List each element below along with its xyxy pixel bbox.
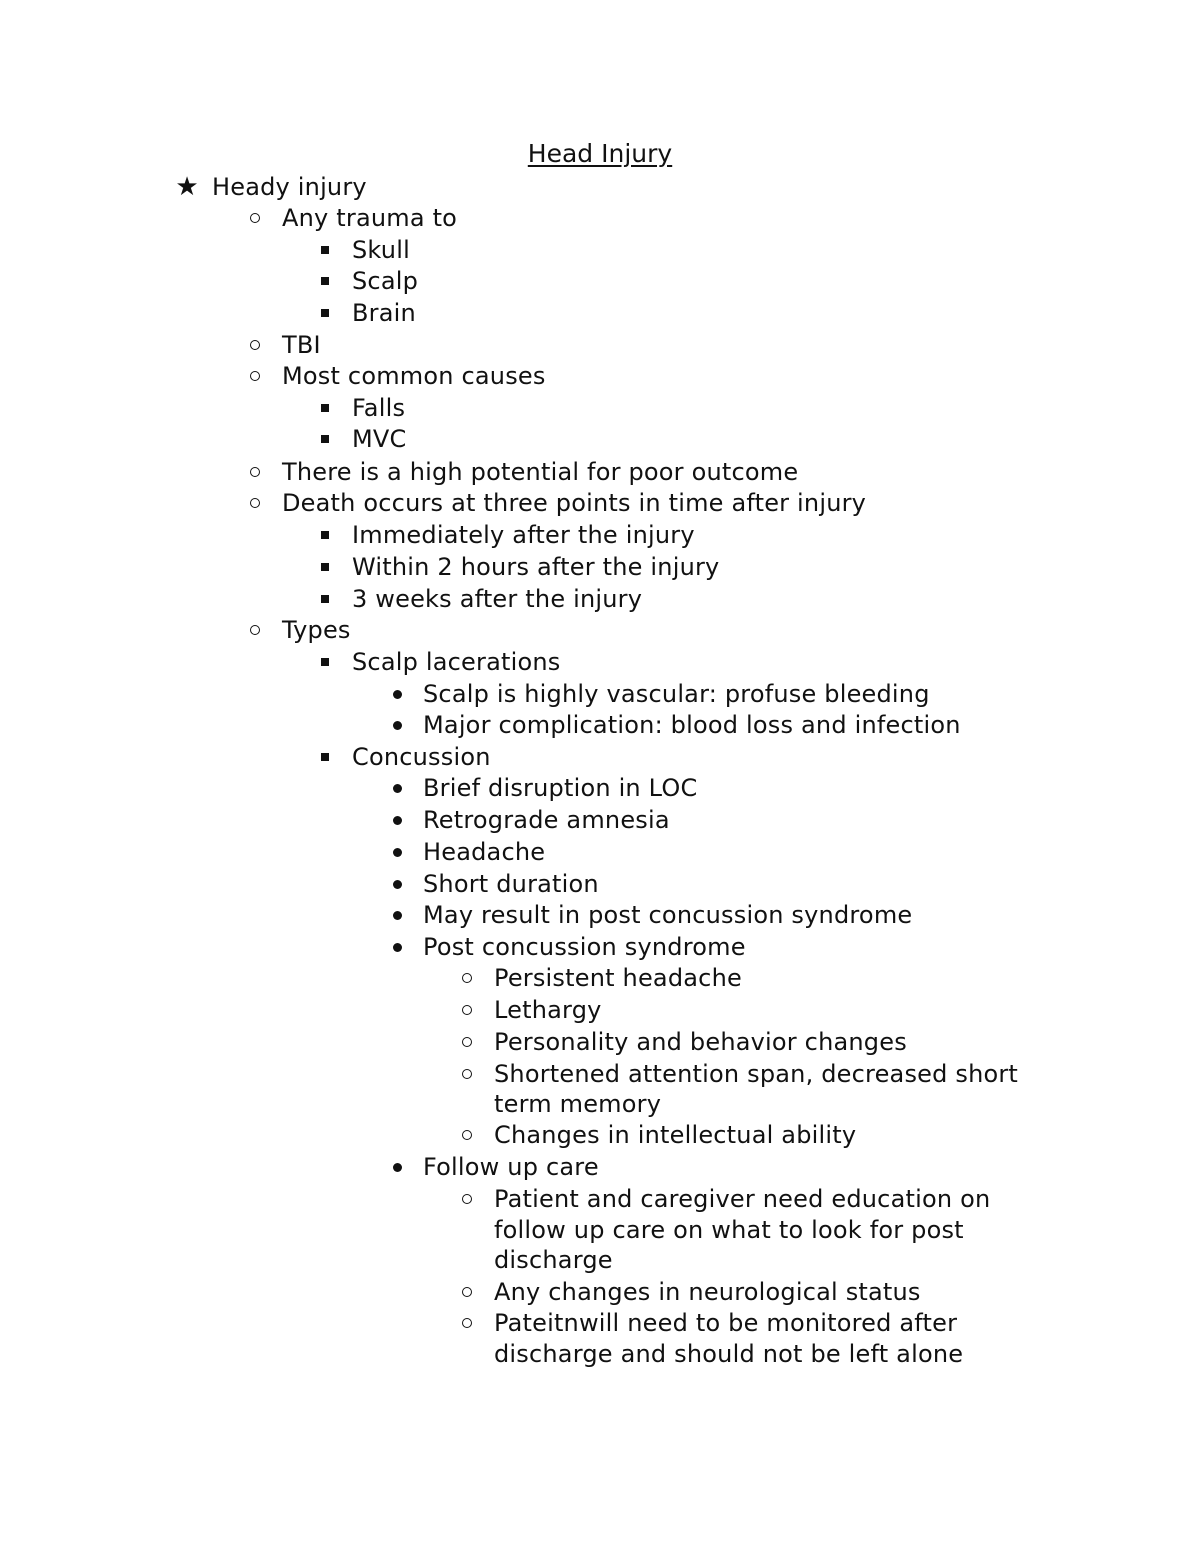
list-item-text: Types — [282, 616, 351, 644]
list-item-text: Follow up care — [423, 1153, 599, 1181]
list-item-text: term memory — [494, 1090, 662, 1118]
list-item-text: Concussion — [352, 743, 491, 771]
filled-square-icon — [313, 234, 337, 266]
list-item-text: Death occurs at three points in time after injury — [282, 489, 867, 517]
filled-square-icon — [313, 519, 337, 551]
list-item-text: Shortened attention span, decreased short — [494, 1060, 1019, 1088]
hollow-circle-icon — [455, 1119, 479, 1151]
hollow-circle-icon — [243, 487, 267, 519]
hollow-circle-icon — [455, 1307, 479, 1339]
list-item-text: 3 weeks after the injury — [352, 585, 643, 613]
list-item-text: Personality and behavior changes — [494, 1028, 907, 1056]
filled-disc-icon — [385, 709, 409, 741]
hollow-circle-icon — [243, 614, 267, 646]
hollow-circle-icon — [243, 360, 267, 392]
filled-square-icon — [313, 646, 337, 678]
list-item-text: MVC — [352, 425, 407, 453]
list-item-text: TBI — [282, 331, 321, 359]
list-item-text: Scalp is highly vascular: profuse bleeding — [423, 680, 930, 708]
list-item-text: Scalp lacerations — [352, 648, 561, 676]
filled-square-icon — [313, 423, 337, 455]
list-item-text: Within 2 hours after the injury — [352, 553, 720, 581]
list-item-text: Skull — [352, 236, 410, 264]
filled-disc-icon — [385, 868, 409, 900]
hollow-circle-icon — [455, 962, 479, 994]
list-item-text: Scalp — [352, 267, 419, 295]
list-item-text: Short duration — [423, 870, 599, 898]
filled-disc-icon — [385, 772, 409, 804]
filled-square-icon — [313, 392, 337, 424]
filled-square-icon — [313, 741, 337, 773]
filled-disc-icon — [385, 836, 409, 868]
list-item-text: discharge and should not be left alone — [494, 1340, 964, 1368]
list-item-text: Major complication: blood loss and infection — [423, 711, 961, 739]
filled-disc-icon — [385, 804, 409, 836]
hollow-circle-icon — [243, 456, 267, 488]
filled-disc-icon — [385, 931, 409, 963]
filled-disc-icon — [385, 678, 409, 710]
list-item-text: Retrograde amnesia — [423, 806, 670, 834]
list-item-text: Lethargy — [494, 996, 602, 1024]
hollow-circle-icon — [455, 994, 479, 1026]
list-item-text: Falls — [352, 394, 406, 422]
list-item-text: Heady injury — [212, 173, 367, 201]
list-item-text: Any changes in neurological status — [494, 1278, 921, 1306]
star-icon: ★ — [175, 172, 199, 202]
list-item-text: May result in post concussion syndrome — [423, 901, 913, 929]
list-item-text: Most common causes — [282, 362, 546, 390]
list-item-text: Changes in intellectual ability — [494, 1121, 857, 1149]
list-item-text: Headache — [423, 838, 546, 866]
hollow-circle-icon — [455, 1026, 479, 1058]
list-item-text: Brief disruption in LOC — [423, 774, 698, 802]
hollow-circle-icon — [455, 1183, 479, 1215]
list-item-text: follow up care on what to look for post — [494, 1216, 964, 1244]
filled-disc-icon — [385, 899, 409, 931]
filled-square-icon — [313, 265, 337, 297]
list-item-text: There is a high potential for poor outcome — [282, 458, 799, 486]
list-item-text: discharge — [494, 1246, 613, 1274]
filled-square-icon — [313, 551, 337, 583]
filled-square-icon — [313, 583, 337, 615]
hollow-circle-icon — [243, 329, 267, 361]
list-item-text: Any trauma to — [282, 204, 458, 232]
list-item-text: Pateitnwill need to be monitored after — [494, 1309, 958, 1337]
page-title: Head Injury — [527, 139, 673, 168]
list-item-text: Immediately after the injury — [352, 521, 695, 549]
hollow-circle-icon — [243, 202, 267, 234]
filled-disc-icon — [385, 1151, 409, 1183]
list-item-text: Brain — [352, 299, 416, 327]
hollow-circle-icon — [455, 1058, 479, 1090]
list-item-text: Post concussion syndrome — [423, 933, 746, 961]
list-item-text: Persistent headache — [494, 964, 742, 992]
filled-square-icon — [313, 297, 337, 329]
hollow-circle-icon — [455, 1276, 479, 1308]
list-item-text: Patient and caregiver need education on — [494, 1185, 991, 1213]
